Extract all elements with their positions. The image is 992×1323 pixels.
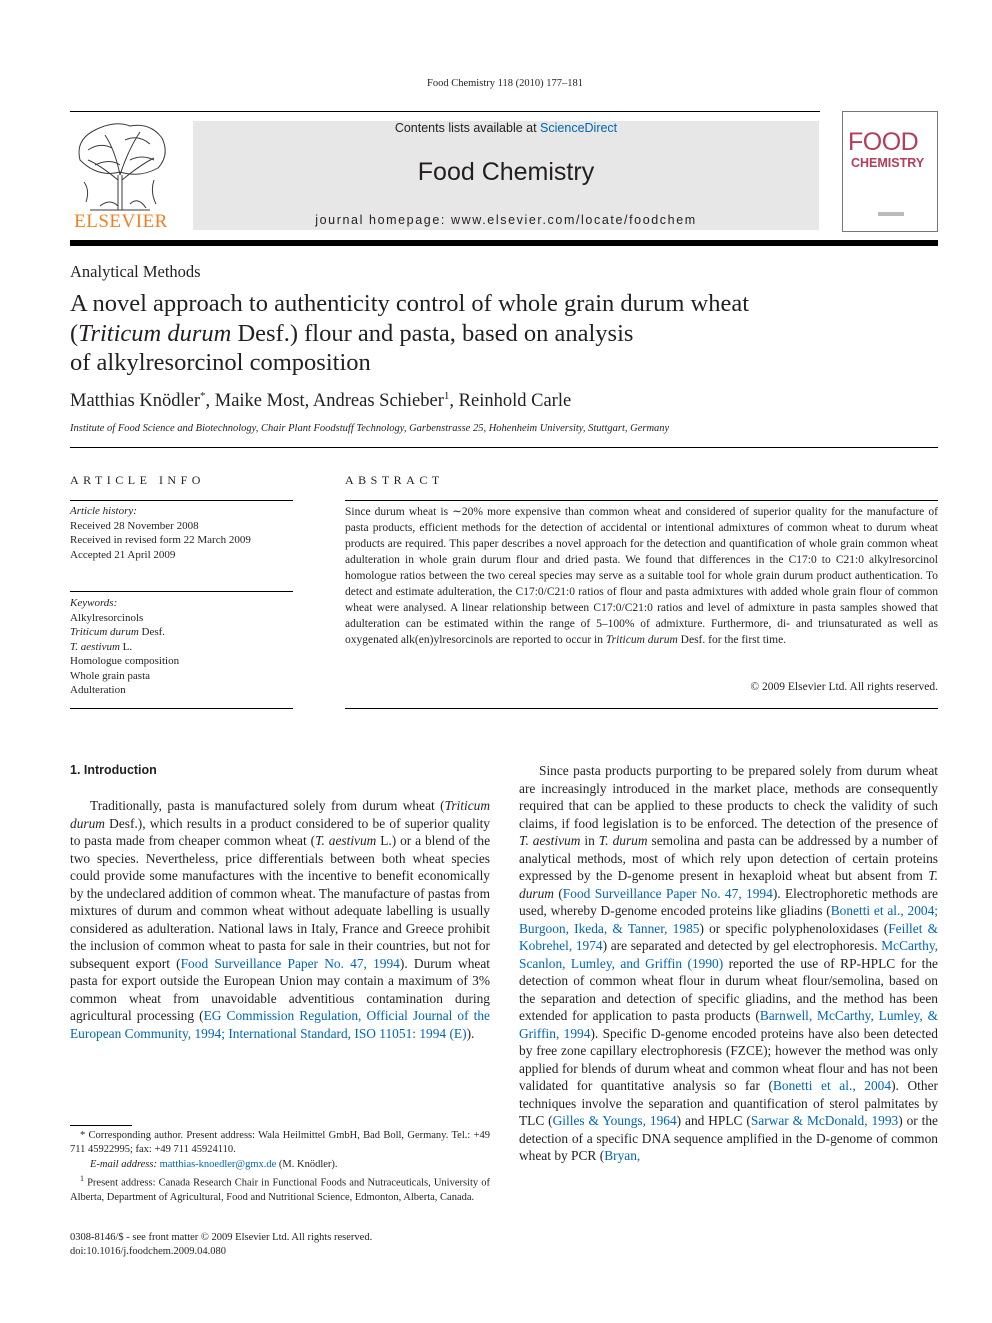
keyword: Adulteration xyxy=(70,684,126,696)
title-species: Triticum durum xyxy=(78,319,232,347)
intro-heading: 1. Introduction xyxy=(70,763,157,777)
history-label: Article history: xyxy=(70,505,137,517)
author-names: , Maike Most, Andreas Schieber xyxy=(205,391,444,411)
abstract-bottom-rule xyxy=(345,708,938,709)
abstract-body: Since durum wheat is ∼20% more expensive than common wheat and considered of superior quality for the manufacture of pasta products, efficient methods for the detection of accidental or intentional admixtures of common wheat to durum wheat products are required. This paper describes a novel approach for the detection and quantification of whole grain common wheat adulteration in whole grain durum flour and dried pasta. We found that differences in the C17:0 to C21:0 alkylresorcinol homologue ratios between the two cereal species may serve as a suitable tool for whole grain durum product authentication. To detect and estimate adulteration, the C17:0/C21:0 ratios of flour and pasta admixtures with added whole grain flour of common wheat were analysed. A linear relationship between C17:0/C21:0 ratios and level of admixture in pasta samples showed that adulteration can be estimated within the range of 5–100% of admixture. Furthermore, di- and triunsaturated as well as oxygenated alk(en)ylresorcinols are reported to occur in Triticum durum Desf. for the first time. xyxy=(345,506,938,646)
author-name-last: , Reinhold Carle xyxy=(449,391,572,411)
contents-prefix: Contents lists available at xyxy=(394,121,541,135)
keyword: Triticum durum Desf. xyxy=(70,626,166,638)
abstract-copyright: © 2009 Elsevier Ltd. All rights reserved. xyxy=(750,681,938,693)
citation-link[interactable]: Bonetti et al., 2004 xyxy=(772,1078,892,1093)
citation-link[interactable]: Food Surveillance Paper No. 47, 1994 xyxy=(562,885,773,901)
running-citation: Food Chemistry 118 (2010) 177–181 xyxy=(427,78,583,89)
journal-homepage[interactable]: journal homepage: www.elsevier.com/locate/foodchem xyxy=(315,213,697,227)
revised-date: Received in revised form 22 March 2009 xyxy=(70,534,251,546)
bottom-meta xyxy=(70,1231,372,1260)
footnote-mark[interactable]: 1 xyxy=(443,390,450,402)
keyword: Homologue composition xyxy=(70,655,180,667)
keywords-label: Keywords: xyxy=(70,597,118,609)
accepted-date: Accepted 21 April 2009 xyxy=(70,548,176,561)
keywords-rule xyxy=(70,591,293,592)
abstract-rule xyxy=(345,500,938,501)
email-link[interactable]: matthias-knoedler@gmx.de xyxy=(159,1158,277,1170)
intro-left-column: Traditionally, pasta is manufactured solely from durum wheat (Triticum durum Desf.), which results in a product considered to be of superior quality to pasta made from cheaper common wheat (T. aestivum L.) or a blend of the two species. Nevertheless, price differentials between both wheat species could provide some manufactures with the incentive to benefit economically by the undeclared addition of common wheat. The manufacture of pastas from mixtures of durum and common wheat without adequate labelling is usually considered as adulteration. National laws in Italy, France and Greece prohibit the inclusion of common wheat to pasta for sale in their countries, but not for subsequent export (Food Surveillance Paper No. 47, 1994). Durum wheat pasta for export outside the European Union may contain a maximum of 3% common wheat from unavoidable adventitious contamination during agricultural processing (EG Commission Regulation, Official Journal of the European Community, 1994; International Standard, ISO 11051: 1994 (E)). xyxy=(70,798,491,1041)
keyword: T. aestivum L. xyxy=(70,640,133,653)
author-name[interactable]: Matthias Knödler xyxy=(70,391,200,411)
footnote-email: E-mail address: matthias-knoedler@gmx.de (M. Knödler). xyxy=(90,1158,338,1170)
keyword: Whole grain pasta xyxy=(70,669,151,682)
sciencedirect-link[interactable]: ScienceDirect xyxy=(540,121,618,135)
keywords xyxy=(70,596,179,698)
header-rule xyxy=(70,111,820,112)
footnote-present-address: $^1$ Present address: Canada Research Chair in Functional Foods and Nutraceuticals, University of Alberta, Department of Agricultural, Food and Nutritional Science, Edmonton, Alberta, Canada. xyxy=(70,1174,490,1204)
doi-line[interactable]: doi:10.1016/j.foodchem.2009.04.080 xyxy=(70,1246,227,1258)
received-date: Received 28 November 2008 xyxy=(70,519,199,532)
intro-right-column: Since pasta products purporting to be prepared solely from durum wheat are increasingly introduced in the market place, methods are consequently required that can be applied to these products to check the validity of such claims, if food legislation is to be enforced. The detection of the presence of T. aestivum in T. durum semolina and pasta can be addressed by a number of analytical methods, most of which rely upon detection of certain proteins expressed by the D-genome present in hexaploid wheat but absent from T. durum (Food Surveillance Paper No. 47, 1994). Electrophoretic methods are used, whereby D-genome encoded proteins like gliadins (Bonetti et al., 2004; Burgoon, Ikeda, & Tanner, 1985) or specific polyphenoloxidases (Feillet & Kobrehel, 1974) are separated and detected by gel electrophoresis. McCarthy, Scanlon, Lumley, and Griffin (1990) reported the use of RP-HPLC for the detection of common wheat flour in durum wheat flour/semolina, based on the separation and detection of specific gliadins, and the method has been extended for application to pasta products (Barnwell, McCarthy, Lumley, & Griffin, 1994). Specific D-genome encoded proteins have also been detected by free zone capillary electrophoresis (FZCE); however the method was only applied for blends of durum wheat and common wheat flour and has not been validated for quantitative analysis so far (Bonetti et al., 2004). Other techniques involve the separation and quantification of sterol palmitates by TLC (Gilles & Youngs, 1964) and HPLC (Sarwar & McDonald, 1993) or the detection of a specific DNA sequence amplified in the D-genome of common wheat by PCR (Bryan, xyxy=(519,763,939,1163)
footnotes xyxy=(70,1129,490,1206)
cover-title-food: FOOD xyxy=(848,128,919,156)
footnote-rule xyxy=(70,1125,132,1126)
citation-link[interactable]: Bonetti et al., 2004; Burgoon, Ikeda, & Tanner, 1985 xyxy=(519,903,939,936)
contents-line xyxy=(193,121,819,135)
cover-title-chemistry: CHEMISTRY xyxy=(851,156,925,170)
authors xyxy=(70,390,571,412)
abstract-species: Triticum durum xyxy=(605,633,678,646)
citation-link[interactable]: Sarwar & McDonald, 1993 xyxy=(750,1113,899,1128)
article-history xyxy=(70,504,251,562)
affiliation-rule xyxy=(70,447,938,448)
citation-link[interactable]: Gilles & Youngs, 1964 xyxy=(552,1113,677,1128)
title-line-2: (Triticum durum Desf.) flour and pasta, based on analysis xyxy=(70,319,634,347)
footnote-corresponding: * Corresponding author. Present address: Wala Heilmittel GmbH, Bad Boll, Germany. Tel.: +49 711 45922995; fax: +49 711 45924110. xyxy=(70,1130,490,1156)
citation-link[interactable]: Food Surveillance Paper No. 47, 1994 xyxy=(180,955,400,971)
title-line-1: A novel approach to authenticity control of whole grain durum wheat xyxy=(70,290,750,317)
keyword: Alkylresorcinols xyxy=(70,611,144,624)
header-thick-rule xyxy=(70,240,938,246)
affiliation: Institute of Food Science and Biotechnology, Chair Plant Foodstuff Technology, Garbenstrasse 25, Hohenheim University, Stuttgart, Germany xyxy=(70,423,670,434)
article-title xyxy=(70,289,850,378)
section-label: Analytical Methods xyxy=(70,262,201,281)
cover-decoration xyxy=(878,212,904,216)
article-info-rule xyxy=(70,500,293,501)
info-bottom-rule xyxy=(70,708,293,709)
issn-line: 0308-8146/$ - see front matter © 2009 Elsevier Ltd. All rights reserved. xyxy=(70,1232,373,1243)
journal-name: Food Chemistry xyxy=(417,158,595,186)
citation-link[interactable]: Barnwell, McCarthy, Lumley, & Griffin, 1994 xyxy=(519,1008,938,1041)
elsevier-wordmark: ELSEVIER xyxy=(74,211,168,232)
citation-link[interactable]: Feillet & Kobrehel, 1974 xyxy=(519,920,938,953)
citation-link[interactable]: EG Commission Regulation, Official Journal of the European Community, 1994; International Standard, ISO 11051: 1994 (E) xyxy=(70,1008,491,1041)
citation-link[interactable]: McCarthy, Scanlon, Lumley, and Griffin (1990) xyxy=(519,938,938,971)
article-info-heading: ARTICLE INFO xyxy=(70,473,205,487)
abstract-heading: ABSTRACT xyxy=(345,473,444,487)
title-line-3: of alkylresorcinol composition xyxy=(70,349,371,376)
corresponding-mark[interactable]: * xyxy=(200,390,206,402)
citation-link[interactable]: Bryan, xyxy=(604,1148,641,1163)
